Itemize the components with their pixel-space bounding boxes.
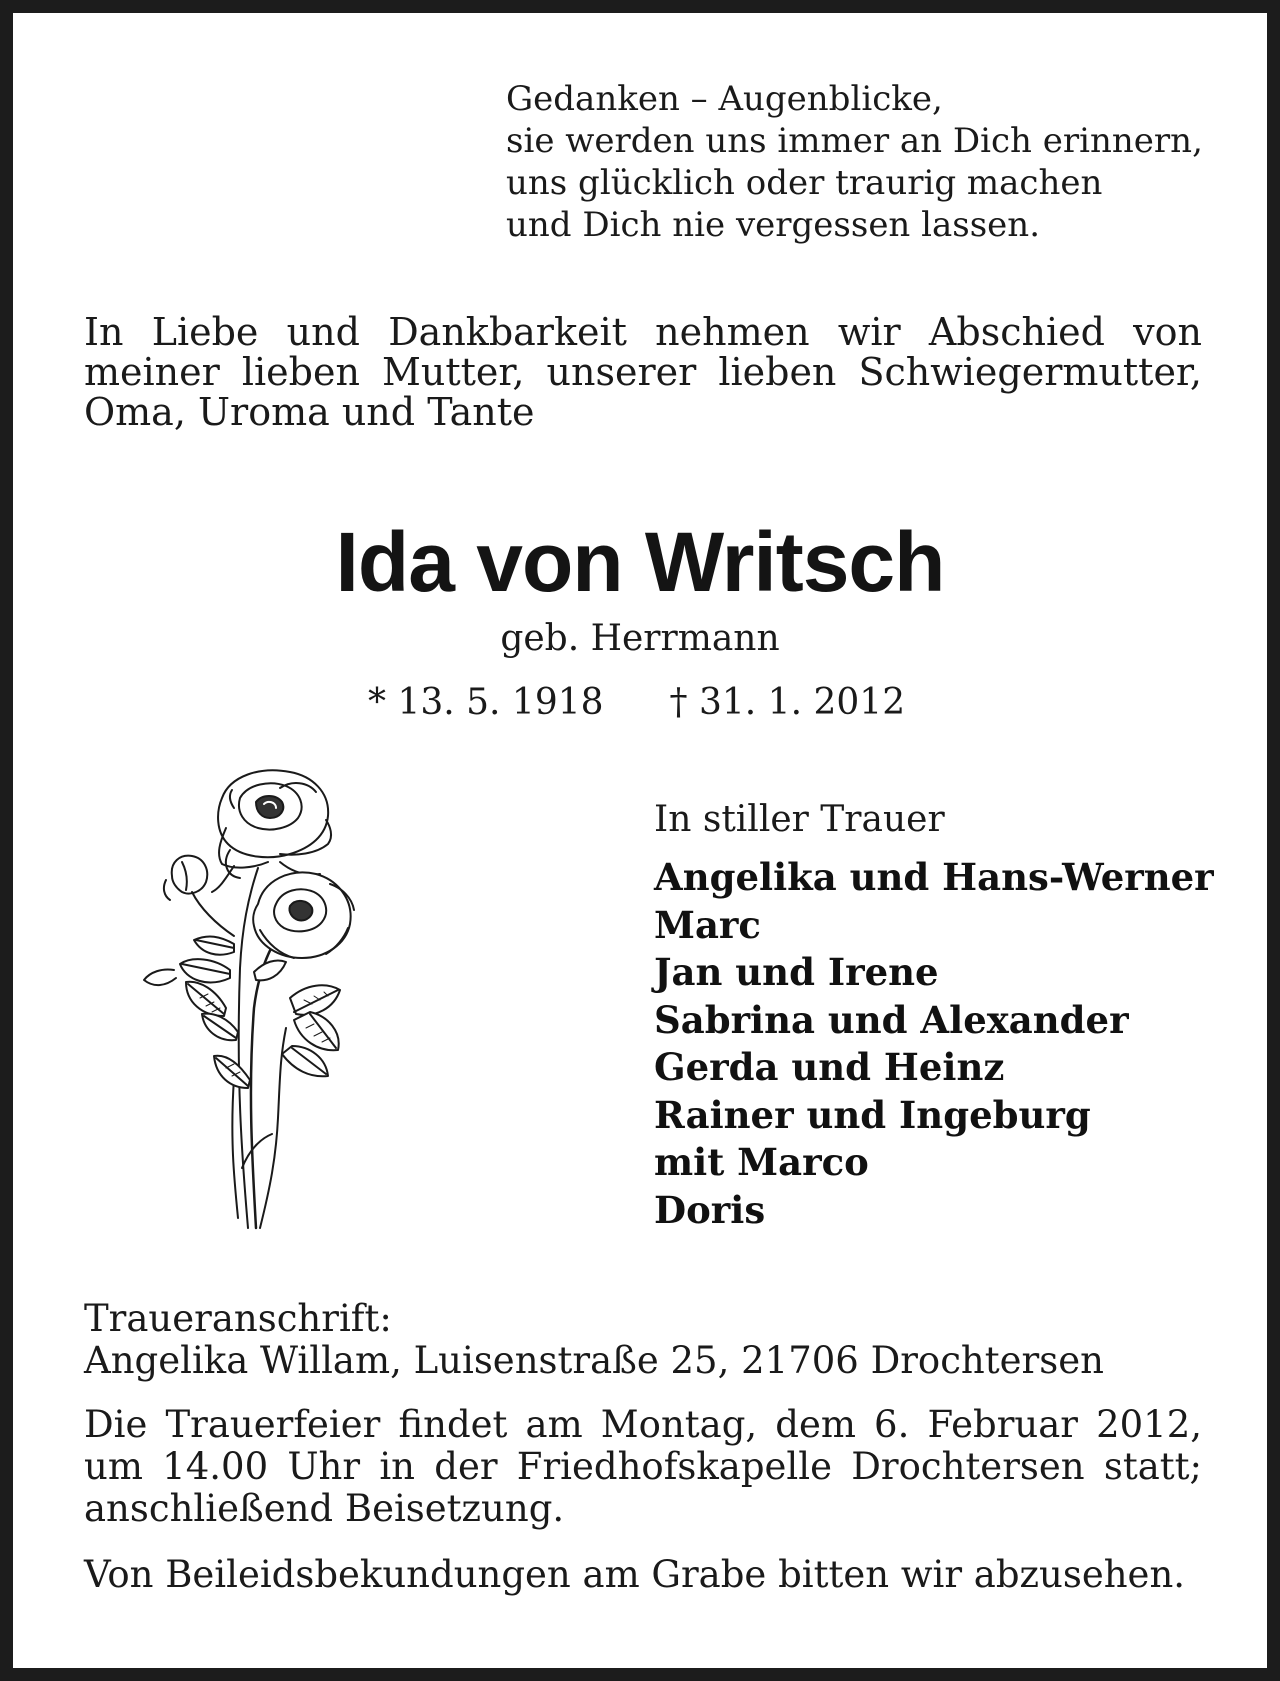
poem-line: sie werden uns immer an Dich erinnern,: [506, 121, 1203, 161]
list-item: Doris: [654, 1187, 766, 1232]
address-value: Angelika Willam, Luisenstraße 25, 21706 Drochtersen: [84, 1339, 1104, 1382]
list-item: mit Marco: [654, 1140, 869, 1184]
farewell-text: [84, 312, 1202, 432]
deceased-name: Ida von Writsch: [335, 515, 945, 609]
list-item: Angelika und Hans-Werner: [654, 855, 1214, 899]
list-item: Rainer und Ingeburg: [654, 1092, 1091, 1137]
list-item: Sabrina und Alexander: [654, 997, 1129, 1042]
farewell-line: Oma, Uroma und Tante: [84, 390, 535, 434]
ceremony-info: [84, 1404, 1202, 1530]
poem-line: uns glücklich oder traurig machen: [506, 163, 1103, 203]
mourning-intro: In stiller Trauer: [654, 799, 945, 840]
poem-line: Gedanken – Augenblicke,: [506, 79, 943, 119]
life-dates: [368, 681, 905, 725]
farewell-line: meiner lieben Mutter, unserer lieben Schwiegermutter,: [84, 350, 1202, 394]
mourning-address: [84, 1298, 1104, 1382]
mourners-list: [654, 854, 1214, 1234]
ceremony-line: anschließend Beisetzung.: [84, 1487, 565, 1530]
list-item: Jan und Irene: [654, 950, 939, 994]
birth-date: * 13. 5. 1918: [368, 682, 604, 723]
death-date: † 31. 1. 2012: [669, 682, 906, 723]
list-item: Marc: [654, 902, 761, 947]
farewell-line: In Liebe und Dankbarkeit nehmen wir Abschied von: [84, 310, 1202, 354]
rose-illustration-icon: [130, 758, 380, 1258]
poem-line: und Dich nie vergessen lassen.: [506, 205, 1041, 245]
condolence-note: Von Beileidsbekundungen am Grabe bitten wir abzusehen.: [84, 1553, 1186, 1596]
ceremony-line: um 14.00 Uhr in der Friedhofskapelle Drochtersen statt;: [84, 1445, 1202, 1488]
ceremony-line: Die Trauerfeier findet am Montag, dem 6. Februar 2012,: [84, 1403, 1202, 1446]
poem: [506, 78, 1203, 246]
list-item: Gerda und Heinz: [654, 1045, 1005, 1089]
address-label: Traueranschrift:: [84, 1297, 392, 1340]
birth-name: geb. Herrmann: [500, 618, 780, 659]
